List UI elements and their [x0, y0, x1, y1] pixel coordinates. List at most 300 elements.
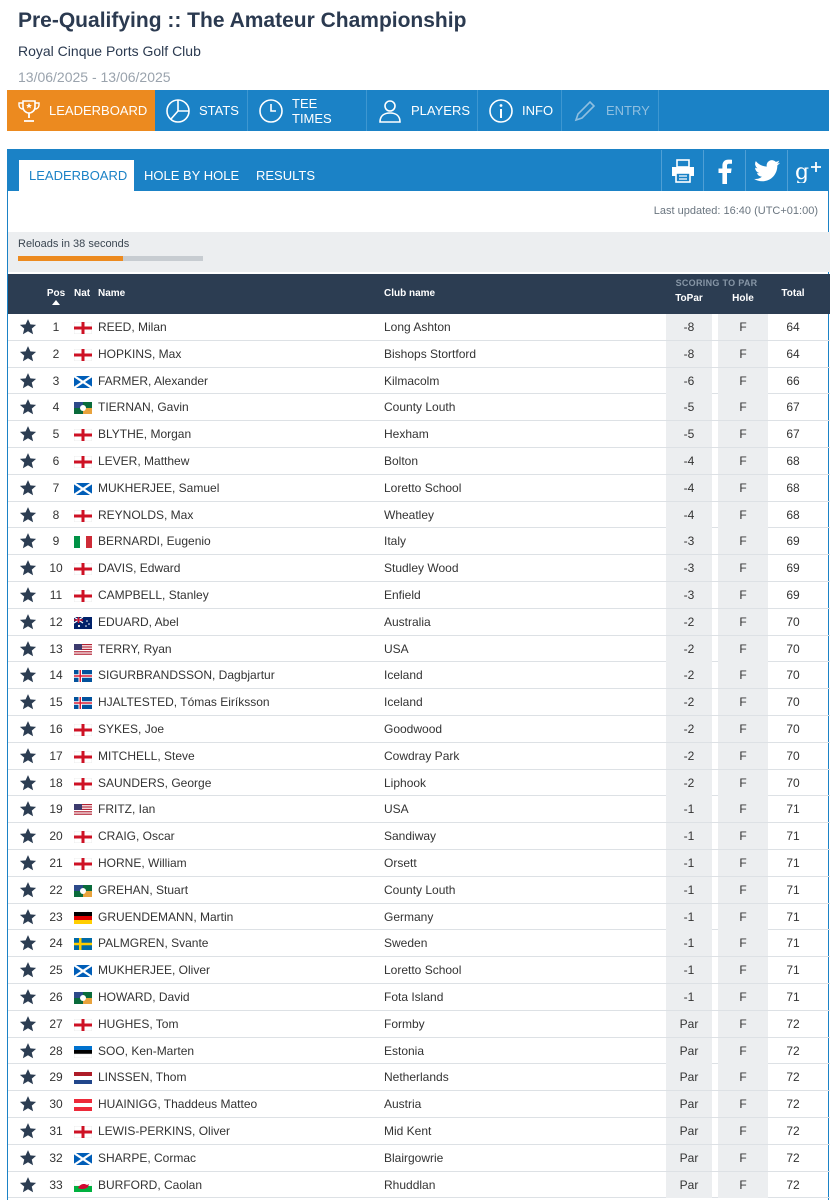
eng-flag-icon — [74, 563, 92, 578]
favorite-star-icon[interactable] — [19, 1149, 37, 1170]
club-name: Estonia — [384, 1043, 425, 1058]
player-position: 2 — [52, 346, 60, 361]
player-name[interactable]: TERRY, Ryan — [98, 641, 172, 656]
club-name: Netherlands — [384, 1070, 449, 1085]
hole-status: F — [718, 1145, 768, 1171]
tab-leaderboard[interactable]: LEADERBOARD — [19, 160, 134, 191]
total-score: 72 — [786, 1177, 800, 1192]
club-name: Rhuddlan — [384, 1177, 436, 1192]
club-name: Formby — [384, 1016, 425, 1031]
club-name: Sandiway — [384, 829, 437, 844]
favorite-star-icon[interactable] — [19, 479, 37, 500]
player-position: 4 — [52, 400, 60, 415]
google-plus-icon — [795, 159, 823, 183]
total-score: 71 — [786, 802, 800, 817]
nav-players[interactable] — [367, 90, 478, 131]
player-name[interactable]: BERNARDI, Eugenio — [98, 534, 211, 549]
player-position: 25 — [49, 963, 63, 978]
player-position: 28 — [49, 1043, 63, 1058]
eng-flag-icon — [74, 751, 92, 766]
hole-status: F — [718, 904, 768, 930]
player-name[interactable]: DAVIS, Edward — [98, 561, 181, 576]
table-row[interactable] — [8, 609, 830, 636]
hole-status: F — [718, 770, 768, 796]
table-row[interactable] — [8, 555, 830, 582]
eng-flag-icon — [74, 858, 92, 873]
table-row[interactable] — [8, 1064, 830, 1091]
score-to-par: -3 — [666, 555, 712, 581]
club-name: Fota Island — [384, 989, 444, 1004]
hole-status: F — [718, 555, 768, 581]
score-to-par: Par — [666, 1118, 712, 1144]
eng-flag-icon — [74, 349, 92, 364]
player-position: 27 — [49, 1016, 63, 1031]
club-name: Cowdray Park — [384, 748, 460, 763]
player-position: 15 — [49, 695, 63, 710]
club-name: Loretto School — [384, 963, 462, 978]
table-row[interactable] — [8, 1145, 830, 1172]
player-name[interactable]: HORNE, William — [98, 855, 187, 870]
club-name: Orsett — [384, 855, 417, 870]
nav-stats[interactable] — [155, 90, 248, 131]
total-score: 70 — [786, 695, 800, 710]
hole-status: F — [718, 1118, 768, 1144]
favorite-star-icon[interactable] — [19, 747, 37, 768]
favorite-star-icon[interactable] — [19, 640, 37, 661]
table-row[interactable] — [8, 421, 830, 448]
table-row[interactable] — [8, 877, 830, 904]
player-name[interactable]: BURFORD, Caolan — [98, 1177, 203, 1192]
total-score: 71 — [786, 882, 800, 897]
event-dates: 13/06/2025 - 13/06/2025 — [18, 69, 171, 85]
table-row[interactable] — [8, 1118, 830, 1145]
hole-status: F — [718, 314, 768, 340]
total-score: 68 — [786, 507, 800, 522]
eng-flag-icon — [74, 456, 92, 471]
player-position: 10 — [49, 561, 63, 576]
aut-flag-icon — [74, 1099, 92, 1114]
player-name[interactable]: GREHAN, Stuart — [98, 882, 189, 897]
score-to-par: -1 — [666, 930, 712, 956]
total-score: 67 — [786, 400, 800, 415]
player-position: 33 — [49, 1177, 63, 1192]
hole-status: F — [718, 662, 768, 688]
player-name[interactable]: SOO, Ken-Marten — [98, 1043, 195, 1058]
score-to-par: Par — [666, 1091, 712, 1117]
hole-status: F — [718, 341, 768, 367]
player-name[interactable]: SYKES, Joe — [98, 721, 165, 736]
favorite-star-icon[interactable] — [19, 934, 37, 955]
favorite-star-icon[interactable] — [19, 800, 37, 821]
col-topar: ToPar — [675, 293, 703, 304]
last-updated: Last updated: 16:40 (UTC+01:00) — [653, 205, 818, 217]
club-name: County Louth — [384, 882, 456, 897]
favorite-star-icon[interactable] — [19, 1176, 37, 1197]
total-score: 71 — [786, 936, 800, 951]
sco-flag-icon — [74, 965, 92, 980]
favorite-star-icon[interactable] — [19, 1095, 37, 1116]
nav-tee-times-label: TEE TIMES — [292, 95, 332, 126]
hole-status: F — [718, 1172, 768, 1198]
print-button[interactable] — [661, 150, 703, 191]
favorite-star-icon[interactable] — [19, 506, 37, 527]
player-name[interactable]: GRUENDEMANN, Martin — [98, 909, 234, 924]
score-to-par: Par — [666, 1038, 712, 1064]
score-to-par: -2 — [666, 636, 712, 662]
total-score: 69 — [786, 534, 800, 549]
favorite-star-icon[interactable] — [19, 398, 37, 419]
hole-status: F — [718, 984, 768, 1010]
player-name[interactable]: HUGHES, Tom — [98, 1016, 179, 1031]
player-name[interactable]: SAUNDERS, George — [98, 775, 212, 790]
est-flag-icon — [74, 1046, 92, 1061]
total-score: 70 — [786, 748, 800, 763]
total-score: 72 — [786, 1123, 800, 1138]
favorite-star-icon[interactable] — [19, 586, 37, 607]
player-name[interactable]: HOPKINS, Max — [98, 346, 182, 361]
hole-status: F — [718, 743, 768, 769]
club-name: Studley Wood — [384, 561, 459, 576]
favorite-star-icon[interactable] — [19, 559, 37, 580]
score-to-par: -4 — [666, 448, 712, 474]
hole-status: F — [718, 716, 768, 742]
club-name: Long Ashton — [384, 320, 451, 334]
total-score: 69 — [786, 587, 800, 602]
favorite-star-icon[interactable] — [19, 666, 37, 687]
hole-status: F — [718, 502, 768, 528]
total-score: 70 — [786, 668, 800, 683]
club-name: USA — [384, 802, 409, 817]
player-name[interactable]: SHARPE, Cormac — [98, 1150, 197, 1165]
hole-status: F — [718, 957, 768, 983]
table-row[interactable] — [8, 1172, 830, 1199]
favorite-star-icon[interactable] — [19, 908, 37, 929]
total-score: 71 — [786, 989, 800, 1004]
table-row[interactable] — [8, 636, 830, 663]
score-to-par: -2 — [666, 689, 712, 715]
score-to-par: -1 — [666, 904, 712, 930]
player-name[interactable]: LEWIS-PERKINS, Oliver — [98, 1123, 231, 1138]
col-pos[interactable]: Pos — [46, 288, 66, 305]
google-plus-share-button[interactable] — [787, 150, 829, 191]
hole-status: F — [718, 796, 768, 822]
table-row[interactable] — [8, 689, 830, 716]
total-score: 64 — [786, 346, 800, 361]
player-name[interactable]: REED, Milan — [98, 320, 167, 334]
nav-leaderboard[interactable] — [7, 90, 155, 131]
player-name[interactable]: LEVER, Matthew — [98, 453, 190, 468]
nav-entry-label: ENTRY — [606, 103, 650, 118]
clock-icon — [258, 98, 284, 124]
hole-status: F — [718, 1064, 768, 1090]
club-name: Sweden — [384, 936, 428, 951]
score-to-par: -8 — [666, 341, 712, 367]
table-row[interactable] — [8, 716, 830, 743]
score-to-par: -2 — [666, 770, 712, 796]
player-name[interactable]: LINSSEN, Thom — [98, 1070, 187, 1085]
total-score: 70 — [786, 614, 800, 629]
irl-flag-icon — [74, 402, 92, 417]
table-row[interactable] — [8, 368, 830, 395]
total-score: 71 — [786, 963, 800, 978]
favorite-star-icon[interactable] — [19, 613, 37, 634]
table-row[interactable] — [8, 823, 830, 850]
total-score: 70 — [786, 721, 800, 736]
tab-bar — [8, 150, 828, 191]
hole-status: F — [718, 394, 768, 420]
sort-arrow-icon — [52, 300, 60, 305]
hole-status: F — [718, 475, 768, 501]
favorite-star-icon[interactable] — [19, 988, 37, 1009]
club-name: Goodwood — [384, 721, 443, 736]
total-score: 68 — [786, 453, 800, 468]
col-hole: Hole — [732, 293, 754, 304]
total-score: 66 — [786, 373, 800, 388]
favorite-star-icon[interactable] — [19, 881, 37, 902]
person-icon — [377, 98, 403, 124]
player-name[interactable]: MUKHERJEE, Oliver — [98, 963, 211, 978]
player-name[interactable]: FARMER, Alexander — [98, 373, 209, 388]
player-name[interactable]: TIERNAN, Gavin — [98, 400, 189, 415]
player-position: 21 — [49, 855, 63, 870]
score-to-par: -1 — [666, 850, 712, 876]
table-row[interactable] — [8, 743, 830, 770]
hole-status: F — [718, 1011, 768, 1037]
table-row[interactable] — [8, 1038, 830, 1065]
player-position: 6 — [52, 453, 60, 468]
hole-status: F — [718, 1091, 768, 1117]
favorite-star-icon[interactable] — [19, 720, 37, 741]
nav-players-label: PLAYERS — [411, 103, 471, 118]
sco-flag-icon — [74, 483, 92, 498]
player-position: 31 — [49, 1123, 63, 1138]
total-score: 72 — [786, 1043, 800, 1058]
player-name[interactable]: EDUARD, Abel — [98, 614, 179, 629]
player-name[interactable]: MITCHELL, Steve — [98, 748, 195, 763]
favorite-star-icon[interactable] — [19, 1015, 37, 1036]
club-name: Blairgowrie — [384, 1150, 444, 1165]
eng-flag-icon — [74, 1126, 92, 1141]
club-name: Wheatley — [384, 507, 435, 522]
table-row[interactable] — [8, 957, 830, 984]
table-row[interactable] — [8, 448, 830, 475]
col-name: Name — [98, 288, 126, 299]
player-position: 13 — [49, 641, 63, 656]
hole-status: F — [718, 609, 768, 635]
favorite-star-icon[interactable] — [19, 425, 37, 446]
nav-info[interactable] — [478, 90, 562, 131]
main-nav — [7, 90, 829, 131]
hole-status: F — [718, 877, 768, 903]
club-name: USA — [384, 641, 409, 656]
table-row[interactable] — [8, 341, 830, 368]
score-to-par: -8 — [666, 314, 712, 340]
nav-tee-times[interactable] — [248, 90, 367, 131]
favorite-star-icon[interactable] — [19, 693, 37, 714]
club-name: Liphook — [384, 775, 427, 790]
score-to-par: -2 — [666, 743, 712, 769]
club-name: Italy — [384, 534, 407, 549]
favorite-star-icon[interactable] — [19, 1042, 37, 1063]
favorite-star-icon[interactable] — [19, 774, 37, 795]
twitter-share-button[interactable] — [745, 150, 787, 191]
swe-flag-icon — [74, 938, 92, 953]
score-to-par: -4 — [666, 502, 712, 528]
ita-flag-icon — [74, 536, 92, 551]
club-name: Loretto School — [384, 480, 462, 495]
table-row[interactable] — [8, 662, 830, 689]
col-group-scoring: SCORING TO PAR — [675, 278, 758, 288]
player-name[interactable]: HOWARD, David — [98, 989, 190, 1004]
hole-status: F — [718, 689, 768, 715]
svg-text:g: g — [794, 159, 809, 183]
favorite-star-icon[interactable] — [19, 1122, 37, 1143]
table-row[interactable] — [8, 796, 830, 823]
player-position: 14 — [49, 668, 63, 683]
table-row[interactable] — [8, 850, 830, 877]
club-name: Iceland — [384, 695, 423, 710]
eng-flag-icon — [74, 1019, 92, 1034]
total-score: 72 — [786, 1016, 800, 1031]
player-position: 8 — [52, 507, 60, 522]
total-score: 69 — [786, 561, 800, 576]
eng-flag-icon — [74, 724, 92, 739]
player-position: 32 — [49, 1150, 63, 1165]
player-name[interactable]: SIGURBRANDSSON, Dagbjartur — [98, 668, 275, 683]
player-position: 24 — [49, 936, 63, 951]
leaderboard-panel — [7, 149, 829, 1200]
hole-status: F — [718, 368, 768, 394]
player-position: 18 — [49, 775, 63, 790]
club-name: Hexham — [384, 427, 429, 442]
club-name: Mid Kent — [384, 1123, 432, 1138]
favorite-star-icon[interactable] — [19, 961, 37, 982]
eng-flag-icon — [74, 429, 92, 444]
club-name: County Louth — [384, 400, 456, 415]
table-row[interactable] — [8, 475, 830, 502]
player-name[interactable]: HJALTESTED, Tómas Eiríksson — [98, 695, 270, 710]
player-name[interactable]: MUKHERJEE, Samuel — [98, 480, 220, 495]
favorite-star-icon[interactable] — [19, 1068, 37, 1089]
favorite-star-icon[interactable] — [19, 452, 37, 473]
reload-progress-fill — [18, 256, 123, 261]
score-to-par: -1 — [666, 823, 712, 849]
hole-status: F — [718, 850, 768, 876]
score-to-par: -3 — [666, 528, 712, 554]
favorite-star-icon[interactable] — [19, 318, 37, 339]
score-to-par: Par — [666, 1064, 712, 1090]
twitter-icon — [754, 160, 780, 182]
score-to-par: Par — [666, 1011, 712, 1037]
player-position: 19 — [49, 802, 63, 817]
score-to-par: -4 — [666, 475, 712, 501]
table-row[interactable] — [8, 904, 830, 931]
table-row[interactable] — [8, 1091, 830, 1118]
favorite-star-icon[interactable] — [19, 372, 37, 393]
total-score: 71 — [786, 909, 800, 924]
player-position: 5 — [52, 427, 60, 442]
score-to-par: Par — [666, 1145, 712, 1171]
facebook-share-button[interactable] — [703, 150, 745, 191]
score-to-par: -1 — [666, 877, 712, 903]
total-score: 72 — [786, 1070, 800, 1085]
total-score: 71 — [786, 829, 800, 844]
eng-flag-icon — [74, 831, 92, 846]
trophy-icon — [17, 98, 41, 124]
total-score: 72 — [786, 1097, 800, 1112]
score-to-par: -2 — [666, 609, 712, 635]
tab-results[interactable]: RESULTS — [256, 168, 315, 183]
usa-flag-icon — [74, 644, 92, 659]
reload-progress-bar — [18, 256, 203, 261]
player-position: 23 — [49, 909, 63, 924]
score-to-par: Par — [666, 1172, 712, 1198]
player-name[interactable]: PALMGREN, Svante — [98, 936, 209, 951]
table-row[interactable] — [8, 314, 830, 341]
table-row[interactable] — [8, 1011, 830, 1038]
score-to-par: -5 — [666, 394, 712, 420]
table-row[interactable] — [8, 394, 830, 421]
isl-flag-icon — [74, 697, 92, 712]
nav-entry — [562, 90, 659, 131]
table-row[interactable] — [8, 502, 830, 529]
eng-flag-icon — [74, 510, 92, 525]
col-total: Total — [781, 288, 805, 299]
page-header — [0, 0, 836, 89]
nav-info-label: INFO — [522, 103, 554, 118]
printer-icon — [670, 159, 696, 183]
favorite-star-icon[interactable] — [19, 854, 37, 875]
table-row[interactable] — [8, 770, 830, 797]
player-name[interactable]: HUAINIGG, Thaddeus Matteo — [98, 1097, 258, 1112]
ned-flag-icon — [74, 1072, 92, 1087]
player-name[interactable]: BLYTHE, Morgan — [98, 427, 192, 442]
player-name[interactable]: FRITZ, Ian — [98, 802, 156, 817]
player-position: 7 — [52, 480, 60, 495]
page-title: Pre-Qualifying :: The Amateur Championship — [18, 9, 467, 32]
ger-flag-icon — [74, 912, 92, 927]
hole-status: F — [718, 582, 768, 608]
table-row[interactable] — [8, 984, 830, 1011]
hole-status: F — [718, 823, 768, 849]
favorite-star-icon[interactable] — [19, 532, 37, 553]
player-position: 22 — [49, 882, 63, 897]
player-name[interactable]: CAMPBELL, Stanley — [98, 587, 209, 602]
total-score: 70 — [786, 641, 800, 656]
facebook-icon — [717, 158, 733, 184]
player-position: 12 — [49, 614, 63, 629]
table-row[interactable] — [8, 930, 830, 957]
favorite-star-icon[interactable] — [19, 345, 37, 366]
club-name: Australia — [384, 614, 431, 629]
irl-flag-icon — [74, 885, 92, 900]
table-row[interactable] — [8, 528, 830, 555]
table-row[interactable] — [8, 582, 830, 609]
sco-flag-icon — [74, 1153, 92, 1168]
player-name[interactable]: REYNOLDS, Max — [98, 507, 194, 522]
club-name: Kilmacolm — [384, 373, 440, 388]
player-position: 1 — [52, 320, 60, 334]
reload-countdown: Reloads in 38 seconds — [18, 238, 130, 250]
player-position: 30 — [49, 1097, 63, 1112]
total-score: 71 — [786, 855, 800, 870]
favorite-star-icon[interactable] — [19, 827, 37, 848]
pencil-icon — [572, 98, 598, 124]
player-name[interactable]: CRAIG, Oscar — [98, 829, 175, 844]
tab-hole-by-hole[interactable]: HOLE BY HOLE — [144, 168, 240, 183]
score-to-par: -1 — [666, 957, 712, 983]
club-name: Iceland — [384, 668, 423, 683]
